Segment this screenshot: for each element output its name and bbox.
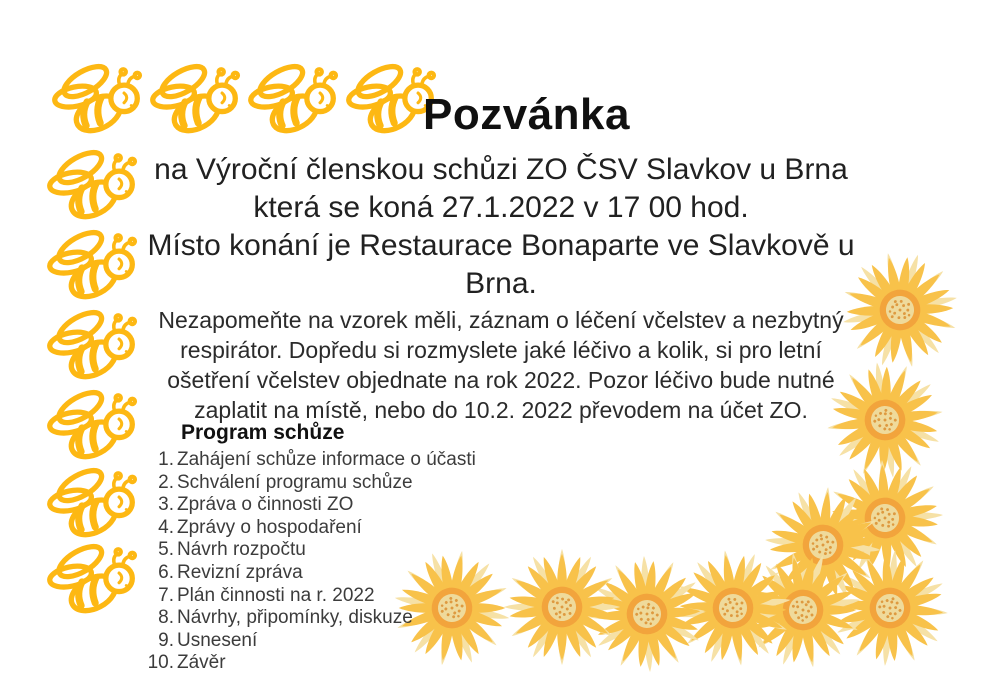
program-item: Schválení programu schůze bbox=[177, 471, 413, 493]
program-item: Návrhy, připomínky, diskuze bbox=[177, 607, 413, 629]
notice-line: ošetření včelstev objednate na rok 2022. Pozor léčivo bude nutné bbox=[167, 367, 835, 393]
notice-line: respirátor. Dopředu si rozmyslete jaké léčivo a kolik, si pro letní bbox=[180, 337, 822, 363]
intro-line: Brna. bbox=[465, 267, 537, 300]
intro-line: která se koná 27.1.2022 v 17 00 hod. bbox=[253, 191, 749, 224]
program-item: Usnesení bbox=[177, 629, 258, 651]
page-title: Pozvánka bbox=[423, 90, 630, 139]
program-item: Revizní zpráva bbox=[177, 561, 303, 583]
notice-text bbox=[106, 305, 896, 425]
intro-line: Místo konání je Restaurace Bonaparte ve Slavkově u bbox=[147, 229, 855, 262]
intro-text bbox=[106, 151, 896, 303]
program-item: Plán činnosti na r. 2022 bbox=[177, 584, 375, 606]
intro-line: na Výroční členskou schůzi ZO ČSV Slavkov u Brna bbox=[154, 153, 848, 186]
bee-icon bbox=[148, 60, 245, 142]
bee-icon bbox=[50, 60, 147, 142]
program-item: Zprávy o hospodaření bbox=[177, 516, 362, 538]
program-item: Zahájení schůze informace o účasti bbox=[177, 449, 476, 470]
bee-icon bbox=[246, 60, 343, 142]
program-list bbox=[118, 449, 476, 675]
program-heading: Program schůze bbox=[181, 421, 345, 444]
notice-line: zaplatit na místě, nebo do 10.2. 2022 převodem na účet ZO. bbox=[194, 397, 808, 423]
program-item: Závěr bbox=[177, 652, 226, 674]
notice-line: Nezapomeňte na vzorek měli, záznam o léčení včelstev a nezbytný bbox=[158, 307, 844, 333]
program-item: Zpráva o činnosti ZO bbox=[177, 494, 354, 516]
program-item: Návrh rozpočtu bbox=[177, 539, 306, 561]
